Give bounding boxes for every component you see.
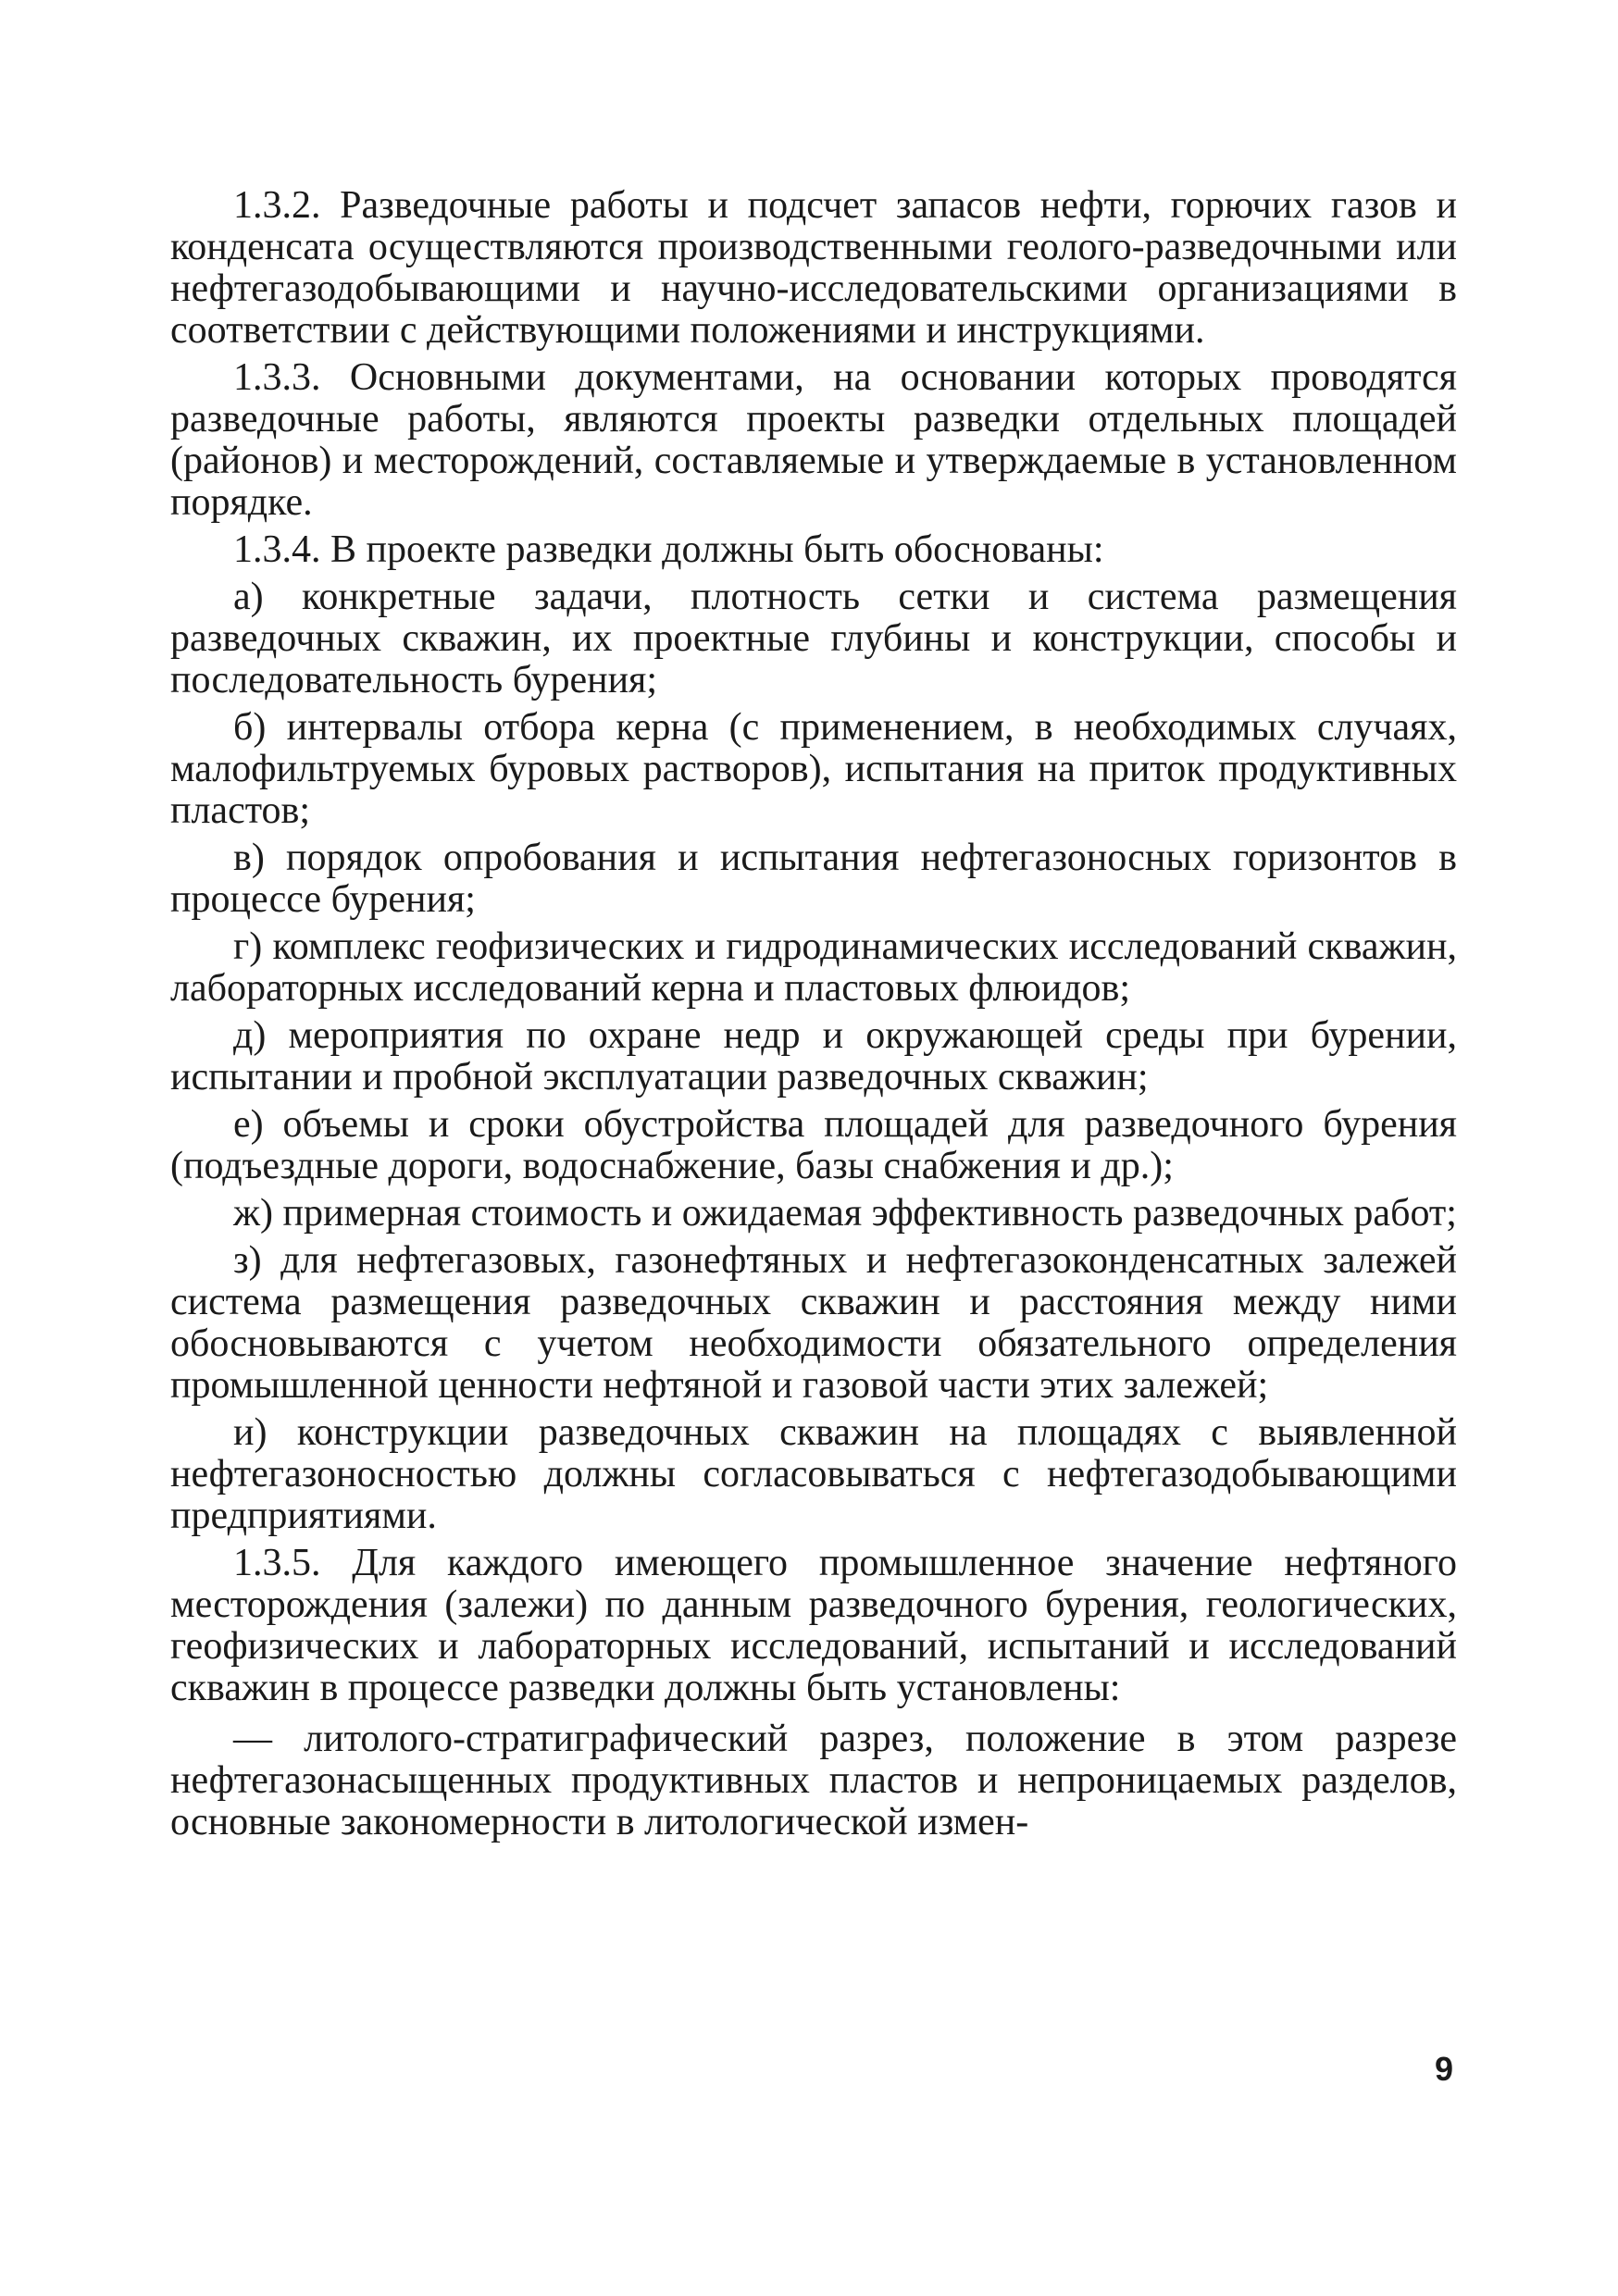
list-item-b: б) интервалы отбора керна (с применением, в необходимых случаях, малофильтруемых буровых растворов), испытания на приток продуктивных пластов; <box>170 706 1457 832</box>
paragraph-1-3-2: 1.3.2. Разведочные работы и подсчет запасов нефти, горючих газов и конденсата осуществляются производственными геолого-разведочными или нефтегазодобывающими и научно-исследовательскими организациями в соответствии с действующими положениями и инструкциями. <box>170 184 1457 352</box>
paragraph-1-3-5: 1.3.5. Для каждого имеющего промышленное значение нефтяного месторождения (залежи) по данным разведочного бурения, геологических, геофизических и лабораторных исследований, испытаний и исследований скважин в процессе разведки должны быть установлены: <box>170 1542 1457 1709</box>
paragraph-1-3-3: 1.3.3. Основными документами, на основании которых проводятся разведочные работы, являются проекты разведки отдельных площадей (районов) и месторождений, составляемые и утверждаемые в установленном порядке. <box>170 356 1457 524</box>
list-item-g: г) комплекс геофизических и гидродинамических исследований скважин, лабораторных исследований керна и пластовых флюидов; <box>170 925 1457 1010</box>
list-item-a: а) конкретные задачи, плотность сетки и система размещения разведочных скважин, их проектные глубины и конструкции, способы и последовательность бурения; <box>170 576 1457 701</box>
paragraph-1-3-4: 1.3.4. В проекте разведки должны быть обоснованы: <box>233 528 1104 571</box>
list-item-zh: ж) примерная стоимость и ожидаемая эффективность разведочных работ; <box>233 1192 1457 1235</box>
list-item-e: е) объемы и сроки обустройства площадей для разведочного бурения (подъездные дороги, водоснабжение, базы снабжения и др.); <box>170 1103 1457 1187</box>
list-item-i: и) конструкции разведочных скважин на площадях с выявленной нефтегазоносностью должны согласовываться с нефтегазодобывающими предприятиями. <box>170 1411 1457 1537</box>
list-item-z: з) для нефтегазовых, газонефтяных и нефтегазоконденсатных залежей система размещения разведочных скважин и расстояния между ними обосновываются с учетом необходимости обязательного определения промышленной ценности нефтяной и газовой части этих залежей; <box>170 1239 1457 1407</box>
page-number: 9 <box>1434 2050 1453 2088</box>
page-body <box>170 185 1457 1849</box>
dash-item-lithology: — литолого-стратиграфический разрез, положение в этом разрезе нефтегазонасыщенных продуктивных пластов и непроницаемых разделов, основные закономерности в литологической измен- <box>170 1718 1457 1843</box>
list-item-v: в) порядок опробования и испытания нефтегазоносных горизонтов в процессе бурения; <box>170 837 1457 921</box>
list-item-d: д) мероприятия по охране недр и окружающей среды при бурении, испытании и пробной эксплуатации разведочных скважин; <box>170 1014 1457 1098</box>
